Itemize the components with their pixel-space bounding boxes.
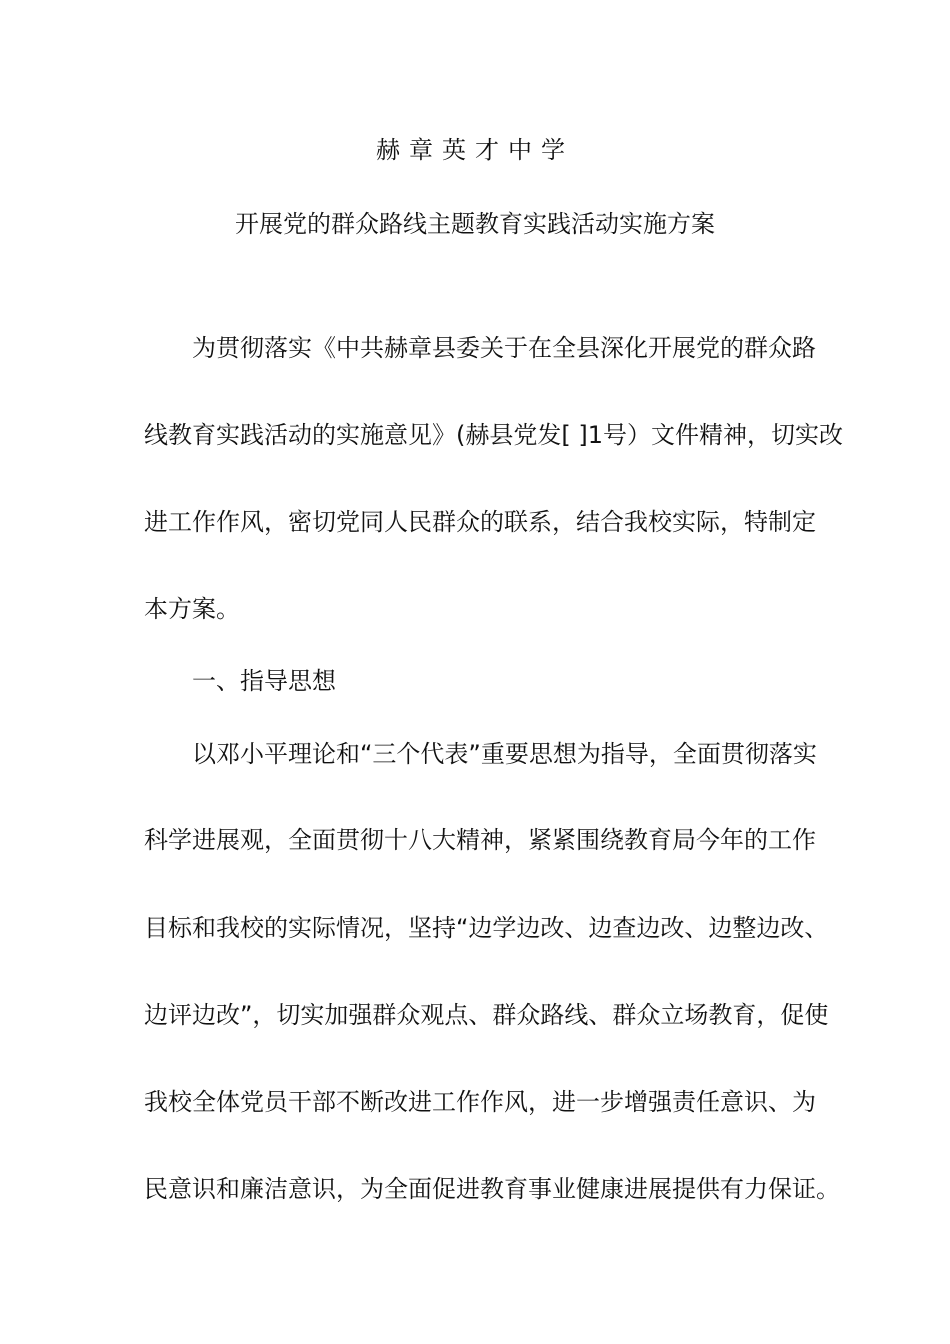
paragraph-line: 为贯彻落实《中共赫章县委关于在全县深化开展党的群众路 xyxy=(192,334,816,362)
paragraph-line: 我校全体党员干部不断改进工作作风，进一步增强责任意识、为 xyxy=(144,1088,816,1116)
paragraph-line: 科学进展观，全面贯彻十八大精神，紧紧围绕教育局今年的工作 xyxy=(144,826,816,854)
section-heading: 一、指导思想 xyxy=(192,667,336,695)
paragraph-line: 线教育实践活动的实施意见》(赫县党发[ ]1号）文件精神，切实改 xyxy=(144,421,843,449)
paragraph-line: 进工作作风，密切党同人民群众的联系，结合我校实际，特制定 xyxy=(144,508,816,536)
paragraph-line: 目标和我校的实际情况，坚持“边学边改、边查边改、边整边改、 xyxy=(144,914,829,942)
document-title: 开展党的群众路线主题教育实践活动实施方案 xyxy=(235,210,715,238)
paragraph-line: 以邓小平理论和“三个代表”重要思想为指导，全面贯彻落实 xyxy=(192,740,817,768)
paragraph-line: 本方案。 xyxy=(144,595,240,623)
paragraph-line: 边评边改”，切实加强群众观点、群众路线、群众立场教育，促使 xyxy=(144,1001,829,1029)
school-title: 赫章英才中学 xyxy=(376,136,574,164)
paragraph-line: 民意识和廉洁意识，为全面促进教育事业健康进展提供有力保证。 xyxy=(144,1175,840,1203)
